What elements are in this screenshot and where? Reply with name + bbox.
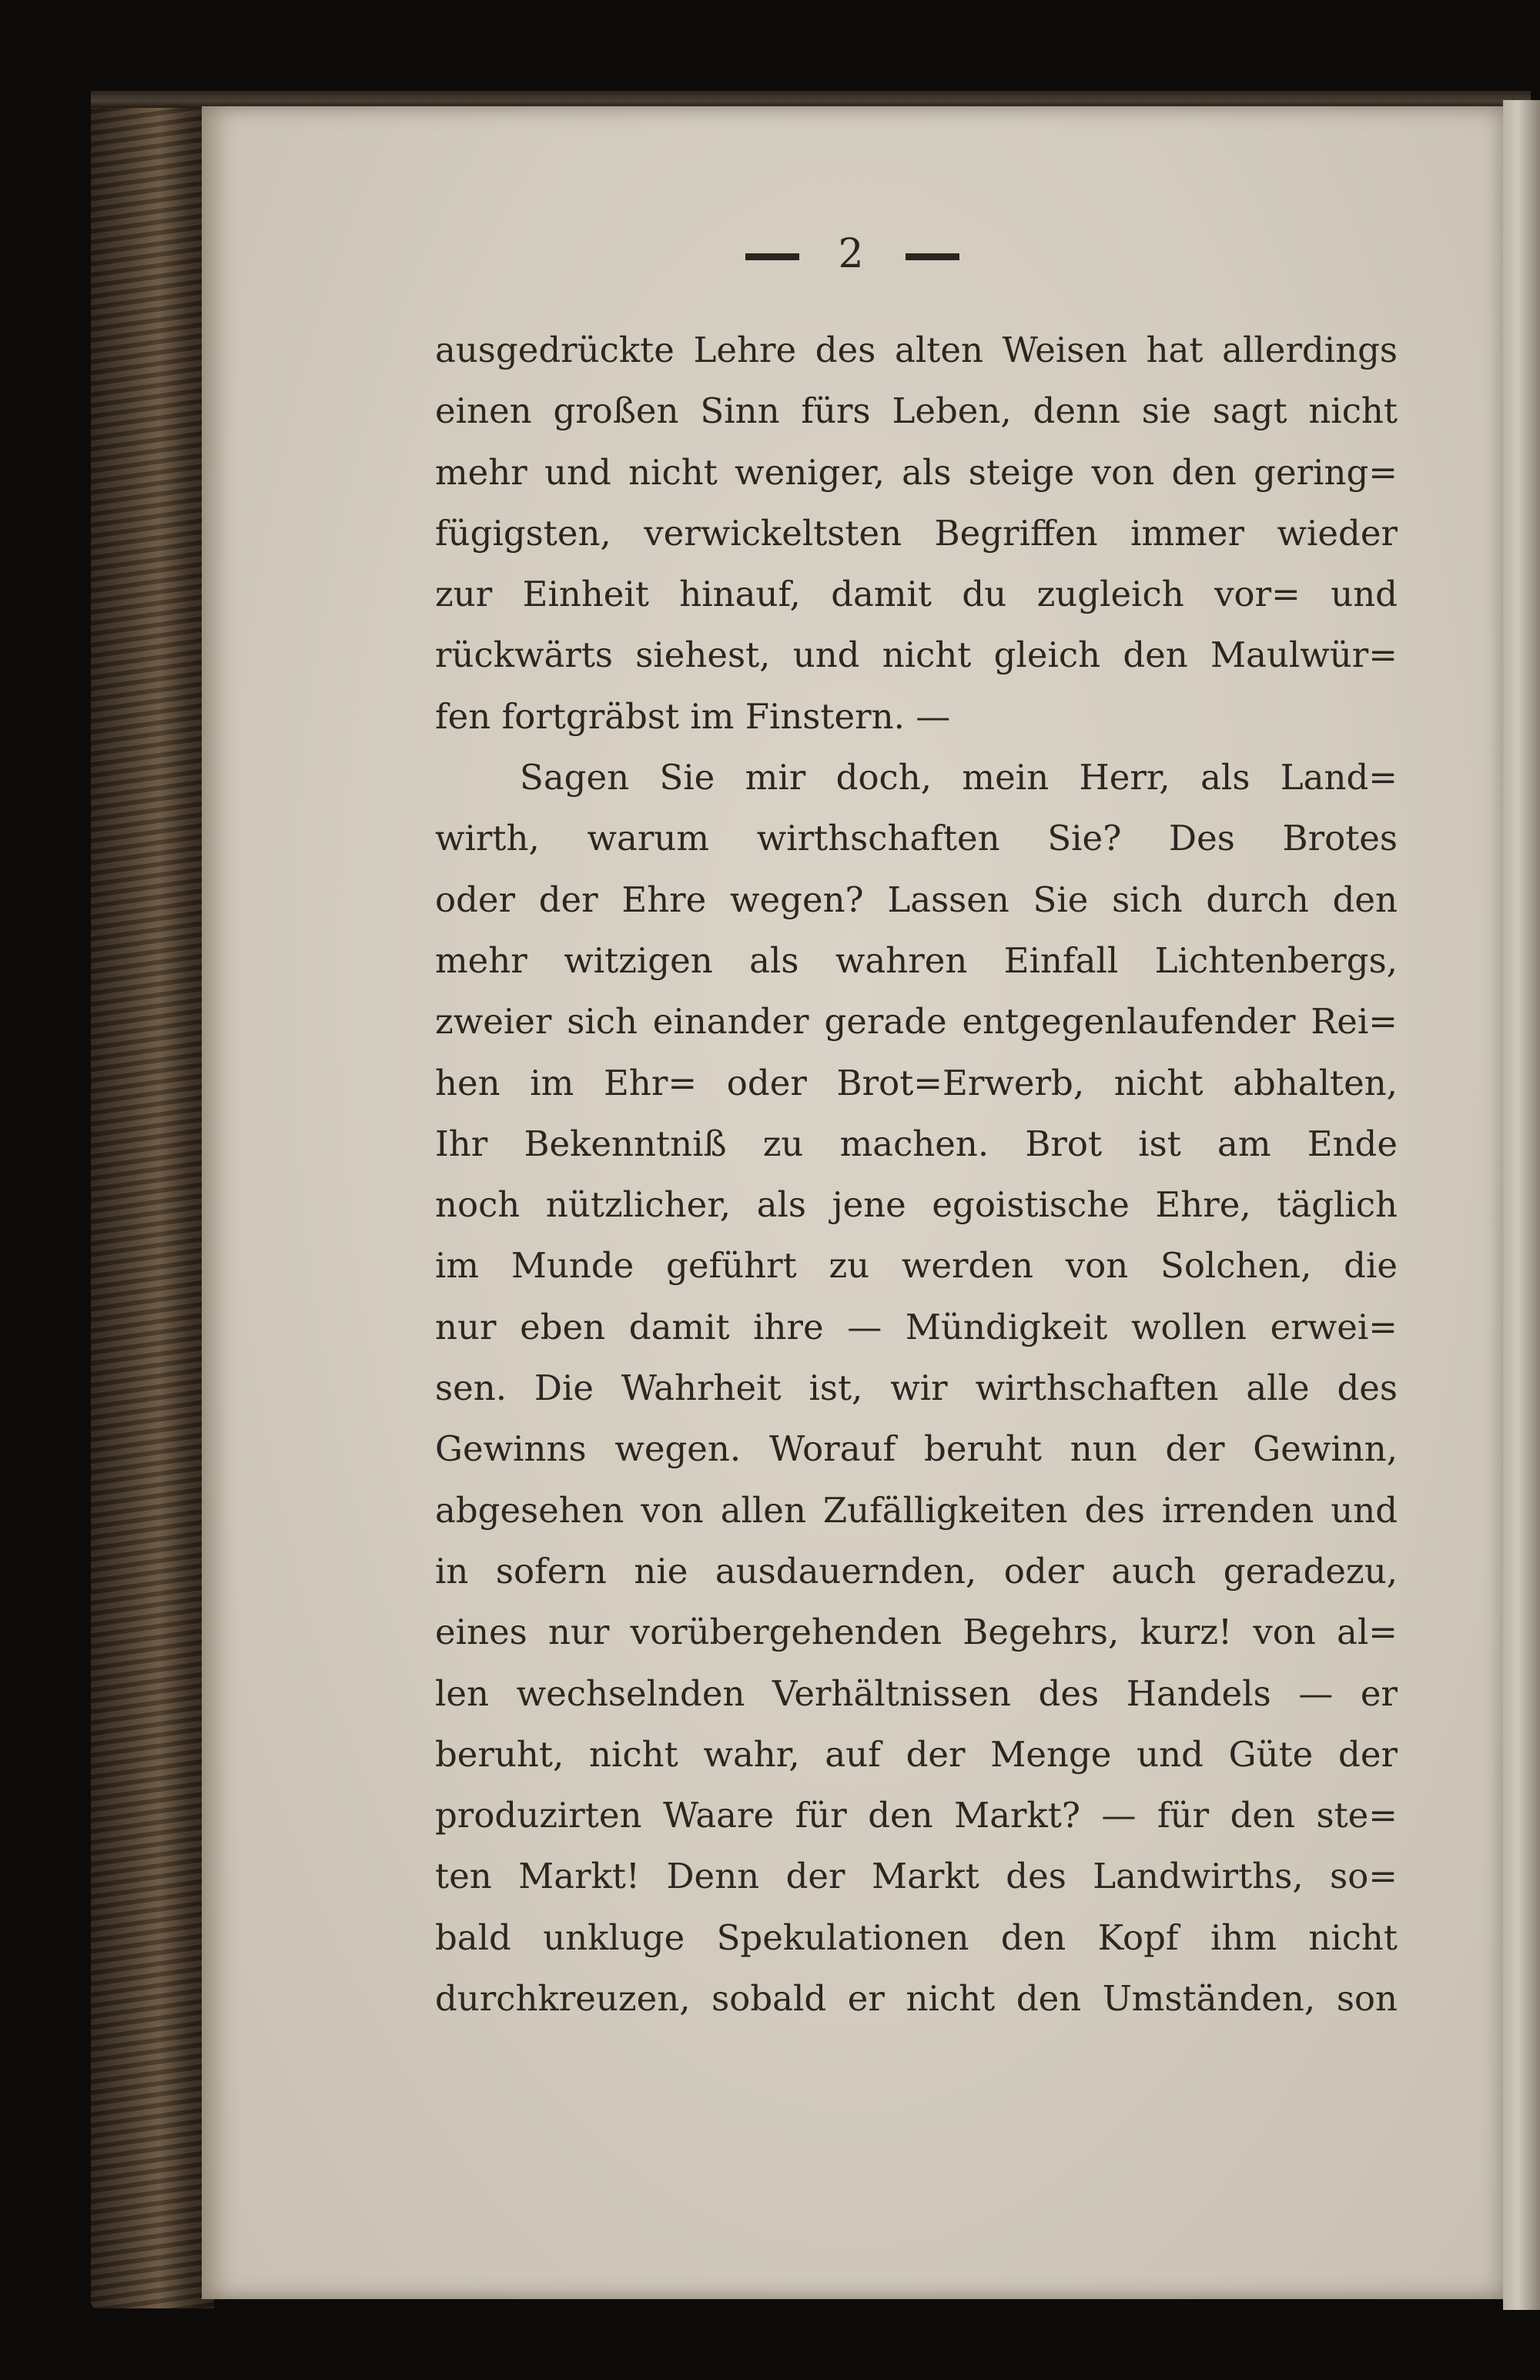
text-line: ten Markt! Denn der Markt des Landwirths, so= <box>435 1856 1398 1897</box>
text-line: in sofern nie ausdauernden, oder auch geradezu, <box>435 1550 1398 1592</box>
text-line: Gewinns wegen. Worauf beruht nun der Gewinn, <box>435 1428 1398 1470</box>
text-line: len wechselnden Verhältnissen des Handels — er <box>435 1672 1398 1714</box>
text-line: sen. Die Wahrheit ist, wir wirthschaften alle des <box>435 1367 1398 1409</box>
text-line: oder der Ehre wegen? Lassen Sie sich durch den <box>435 879 1398 920</box>
text-line: ausgedrückte Lehre des alten Weisen hat allerdings <box>435 330 1398 370</box>
text-line: beruht, nicht wahr, auf der Menge und Güte der <box>435 1733 1398 1775</box>
text-line: rückwärts siehest, und nicht gleich den Maulwür= <box>435 634 1398 676</box>
text-line: Sagen Sie mir doch, mein Herr, als Land= <box>520 757 1398 798</box>
book-binding-top <box>91 91 1531 108</box>
text-line: bald unkluge Spekulationen den Kopf ihm nicht <box>435 1916 1398 1958</box>
header-dash-right <box>906 253 959 260</box>
text-line: hen im Ehr= oder Brot=Erwerb, nicht abhalten, <box>435 1062 1398 1103</box>
page-number: 2 <box>838 231 867 277</box>
text-line: nur eben damit ihre — Mündigkeit wollen erwei= <box>435 1306 1398 1347</box>
book-binding-left <box>91 99 214 2308</box>
text-line: mehr witzigen als wahren Einfall Lichtenbergs, <box>435 939 1398 981</box>
text-line: wirth, warum wirthschaften Sie? Des Brotes <box>435 818 1398 859</box>
text-line: noch nützlicher, als jene egoistische Ehre, täglich <box>435 1184 1398 1226</box>
text-line: produzirten Waare für den Markt? — für den ste= <box>435 1795 1398 1836</box>
text-line: im Munde geführt zu werden von Solchen, die <box>435 1245 1398 1287</box>
text-line: zweier sich einander gerade entgegenlaufender Rei= <box>435 1001 1398 1043</box>
page-body-text <box>435 320 1398 2029</box>
text-line: fen fortgräbst im Finstern. — <box>435 695 951 737</box>
page-stack-edge <box>1503 100 1540 2310</box>
text-line: abgesehen von allen Zufälligkeiten des irrenden und <box>435 1489 1398 1531</box>
page-header <box>202 231 1503 277</box>
text-line: zur Einheit hinauf, damit du zugleich vor= und <box>435 574 1398 615</box>
text-line: eines nur vorübergehenden Begehrs, kurz! von al= <box>435 1612 1398 1653</box>
text-line: mehr und nicht weniger, als steige von den gering= <box>435 451 1398 493</box>
text-line: fügigsten, verwickeltsten Begriffen immer wieder <box>435 512 1398 554</box>
text-line: durchkreuzen, sobald er nicht den Umständen, son <box>435 1978 1398 2020</box>
text-line: einen großen Sinn fürs Leben, denn sie sagt nicht <box>435 390 1398 432</box>
text-line: Ihr Bekenntniß zu machen. Brot ist am Ende <box>435 1123 1398 1164</box>
header-dash-left <box>745 253 799 260</box>
